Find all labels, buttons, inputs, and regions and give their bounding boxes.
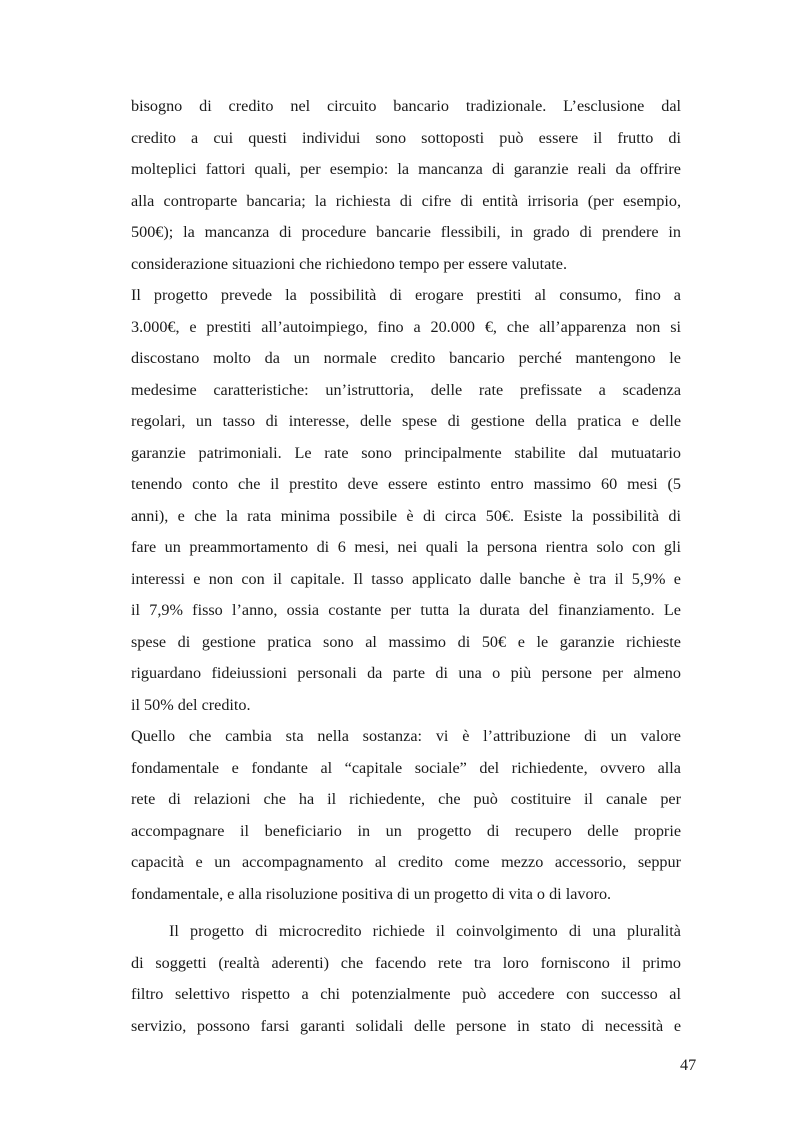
text-line: il 50% del credito. <box>131 695 251 714</box>
text-line: Il progetto di microcredito richiede il coinvolgimento di una pluralità <box>169 922 681 940</box>
text-line: riguardano fideiussioni personali da parte di una o più persone per almeno <box>131 664 681 682</box>
text-line: regolari, un tasso di interesse, delle spese di gestione della pratica e delle <box>131 412 681 430</box>
text-line: bisogno di credito nel circuito bancario tradizionale. L’esclusione dal <box>131 97 681 115</box>
text-line: medesime caratteristiche: un’istruttoria, delle rate prefissate a scadenza <box>131 380 681 399</box>
text-line: fondamentale, e alla risoluzione positiva di un progetto di vita o di lavoro. <box>131 884 612 903</box>
text-line: servizio, possono farsi garanti solidali delle persone in stato di necessità e <box>131 1016 681 1035</box>
page-number: 47 <box>680 1056 697 1074</box>
text-line: credito a cui questi individui sono sottoposti può essere il frutto di <box>131 128 681 147</box>
text-line: molteplici fattori quali, per esempio: la mancanza di garanzie reali da offrire <box>131 160 681 178</box>
text-line: discostano molto da un normale credito bancario perché mantengono le <box>131 349 681 367</box>
text-line: rete di relazioni che ha il richiedente, che può costituire il canale per <box>131 790 681 808</box>
text-line: accompagnare il beneficiario in un progetto di recupero delle proprie <box>131 821 681 840</box>
text-line: anni), e che la rata minima possibile è di circa 50€. Esiste la possibilità di <box>131 506 681 525</box>
text-line: di soggetti (realtà aderenti) che facendo rete tra loro forniscono il primo <box>131 953 681 972</box>
text-line: fondamentale e fondante al “capitale sociale” del richiedente, ovvero alla <box>131 758 681 777</box>
text-line: fare un preammortamento di 6 mesi, nei quali la persona rientra solo con gli <box>131 538 681 556</box>
text-line: 500€); la mancanza di procedure bancarie flessibili, in grado di prendere in <box>131 223 681 241</box>
body-text <box>131 91 681 1042</box>
text-line: alla controparte bancaria; la richiesta di cifre di entità irrisoria (per esempio, <box>131 191 681 210</box>
text-line: tenendo conto che il prestito deve essere estinto entro massimo 60 mesi (5 <box>131 475 681 493</box>
text-line: Quello che cambia sta nella sostanza: vi è l’attribuzione di un valore <box>131 727 681 745</box>
text-line: garanzie patrimoniali. Le rate sono principalmente stabilite dal mutuatario <box>131 443 681 462</box>
text-line: Il progetto prevede la possibilità di erogare prestiti al consumo, fino a <box>131 286 681 304</box>
text-line: il 7,9% fisso l’anno, ossia costante per tutta la durata del finanziamento. Le <box>131 601 681 619</box>
text-line: spese di gestione pratica sono al massimo di 50€ e le garanzie richieste <box>131 632 681 651</box>
text-line: 3.000€, e prestiti all’autoimpiego, fino a 20.000 €, che all’apparenza non si <box>131 317 681 336</box>
text-line: capacità e un accompagnamento al credito come mezzo accessorio, seppur <box>131 853 681 871</box>
text-line: interessi e non con il capitale. Il tasso applicato dalle banche è tra il 5,9% e <box>131 569 681 588</box>
text-line: filtro selettivo rispetto a chi potenzialmente può accedere con successo al <box>131 985 681 1003</box>
text-line: considerazione situazioni che richiedono tempo per essere valutate. <box>131 254 567 273</box>
